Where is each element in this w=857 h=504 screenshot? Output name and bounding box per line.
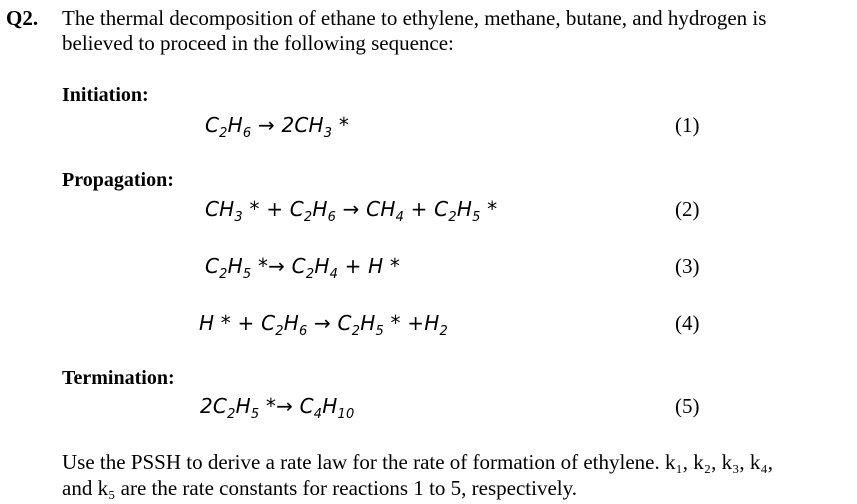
equation-1: $C_2H_6 \to 2CH_3$ * [205,113,350,141]
heading-propagation: Propagation: [62,169,174,191]
equation-5: $2C_2H_5 *\to C_4H_{10}$ [200,394,355,422]
equation-5-number: (5) [675,394,700,418]
equation-2: $CH_3$ * + $C_2H_6 \to CH_4 + C_2H_5$ * [205,197,498,225]
equation-3-number: (3) [675,254,700,278]
intro-line-2: believed to proceed in the following sequence: [62,31,454,55]
heading-termination: Termination: [62,367,175,389]
equation-4: H * + $C_2H_6 \to C_2H_5 * +H_2$ [199,311,448,339]
closing-line-2: and k₅ are the rate constants for reactions 1 to 5, respectively. [62,476,578,500]
equation-4-number: (4) [675,311,700,335]
question-number: Q2. [6,6,39,30]
heading-initiation: Initiation: [62,84,149,106]
equation-3: $C_2H_5 *\to C_2H_4 + H$ * [205,254,401,282]
closing-line-1: Use the PSSH to derive a rate law for the rate of formation of ethylene. k₁, k₂, k₃, k₄, [62,450,774,474]
equation-1-number: (1) [675,113,700,137]
equation-2-number: (2) [675,197,700,221]
intro-line-1: The thermal decomposition of ethane to ethylene, methane, butane, and hydrogen is [62,6,767,30]
